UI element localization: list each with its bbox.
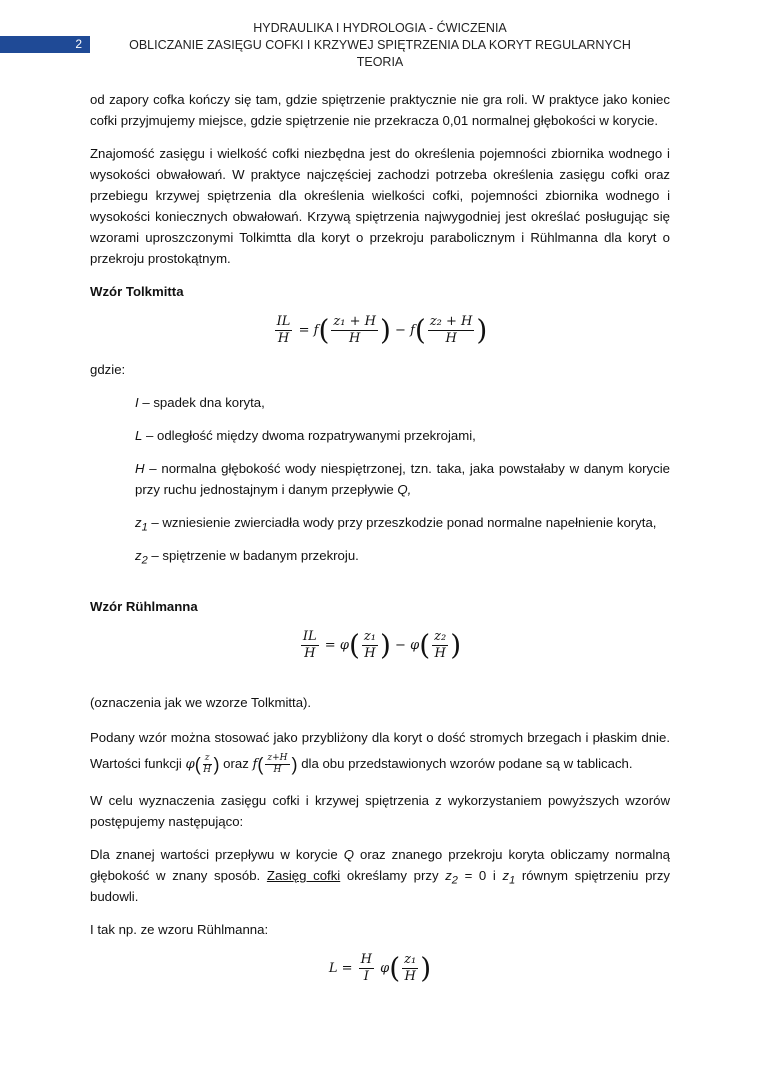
label-gdzie: gdzie: bbox=[90, 362, 126, 377]
paragraph: W celu wyznaczenia zasięgu cofki i krzywej spiętrzenia z wykorzystaniem powyższych wzorów postępujemy następująco: bbox=[90, 793, 670, 829]
paragraph: od zapory cofka kończy się tam, gdzie spiętrzenie praktycznie nie gra roli. W praktyce jako koniec cofki przyjmujemy miejsce, gdzie spiętrzenie nie przekracza 0,01 normalnej głębokości w korycie. bbox=[90, 92, 670, 128]
page-body bbox=[90, 89, 670, 997]
definition-item: L – odległość między dwoma rozpatrywanymi przekrojami, bbox=[135, 428, 476, 443]
definition-item: I – spadek dna koryta, bbox=[135, 395, 265, 410]
header-subtitle: OBLICZANIE ZASIĘGU COFKI I KRZYWEJ SPIĘTRZENIA DLA KORYT REGULARNYCH bbox=[129, 38, 631, 52]
header-section: TEORIA bbox=[356, 55, 404, 69]
page-number: 2 bbox=[0, 36, 90, 53]
paragraph: Dla znanej wartości przepływu w korycie Q oraz znanego przekroju koryta obliczamy normalną głębokość w znany sposób. Zasięg cofki określamy przy $z_2 = 0$ i $z_1$ równym spiętrzeniu przy budowli. bbox=[90, 847, 671, 904]
heading-ruhlmann: Wzór Rühlmanna bbox=[90, 599, 198, 614]
heading-tolkmitt: Wzór Tolkmitta bbox=[90, 284, 184, 299]
definition-item: H – normalna głębokość wody niespiętrzonej, tzn. taka, jaka powstałaby w danym korycie przy ruchu jednostajnym i danym przepływie Q, bbox=[135, 461, 670, 497]
paragraph: Znajomość zasięgu i wielkość cofki niezbędna jest do określenia pojemności zbiornika wodnego i wysokości obwałowań. W praktyce najczęściej zachodzi potrzeba określenia zasięgu cofki oraz przebiegu krzywej spiętrzenia dla określenia wielkości cofki, pojemności zbiornika wodnego i wysokości koniecznych obwałowań. Krzywą spiętrzenia najwygodniej jest określać posługując się wzorami uproszczonymi Tolkimtta dla koryt o przekroju parabolicznym i Rühlmanna dla koryt o przekroju prostokątnym. bbox=[90, 146, 670, 266]
paragraph: I tak np. ze wzoru Rühlmanna: bbox=[90, 922, 269, 937]
definition-item: $z_2$ – spiętrzenie w badanym przekroju. bbox=[135, 548, 359, 567]
formula-tolkmitt: $\frac{IL}{H}$ = f( $\frac{\text{z₁ + H}}{H}$ ) − f( $\frac{\text{z₂ + H}}{H}$ ) bbox=[276, 313, 488, 347]
formula-range: L = $\frac{H}{I}$ φ( $\frac{\text{z₁}}{H}$ ) bbox=[328, 951, 432, 985]
paragraph: Podany wzór można stosować jako przybliżony dla koryt o dość stromych brzegach i płaskim dnie. Wartości funkcji φ( $\frac{z}{H}$ ) oraz f( $\frac{z+H}{H}$ ) dla obu przedstawionych wzorów podane są w tablicach. bbox=[90, 730, 670, 776]
underlined-term: Zasięg cofki bbox=[266, 868, 341, 883]
paragraph: (oznaczenia jak we wzorze Tolkmitta). bbox=[90, 695, 312, 710]
definition-item: $z_1$ – wzniesienie zwierciadła wody przy przeszkodzie ponad normalne napełnienie koryta, bbox=[135, 515, 657, 534]
header-title: HYDRAULIKA I HYDROLOGIA - ĆWICZENIA bbox=[253, 21, 507, 35]
formula-ruhlmann: $\frac{IL}{H}$ = φ( $\frac{\text{z₁}}{H}$ ) − φ( $\frac{\text{z₂}}{H}$ ) bbox=[302, 628, 462, 662]
